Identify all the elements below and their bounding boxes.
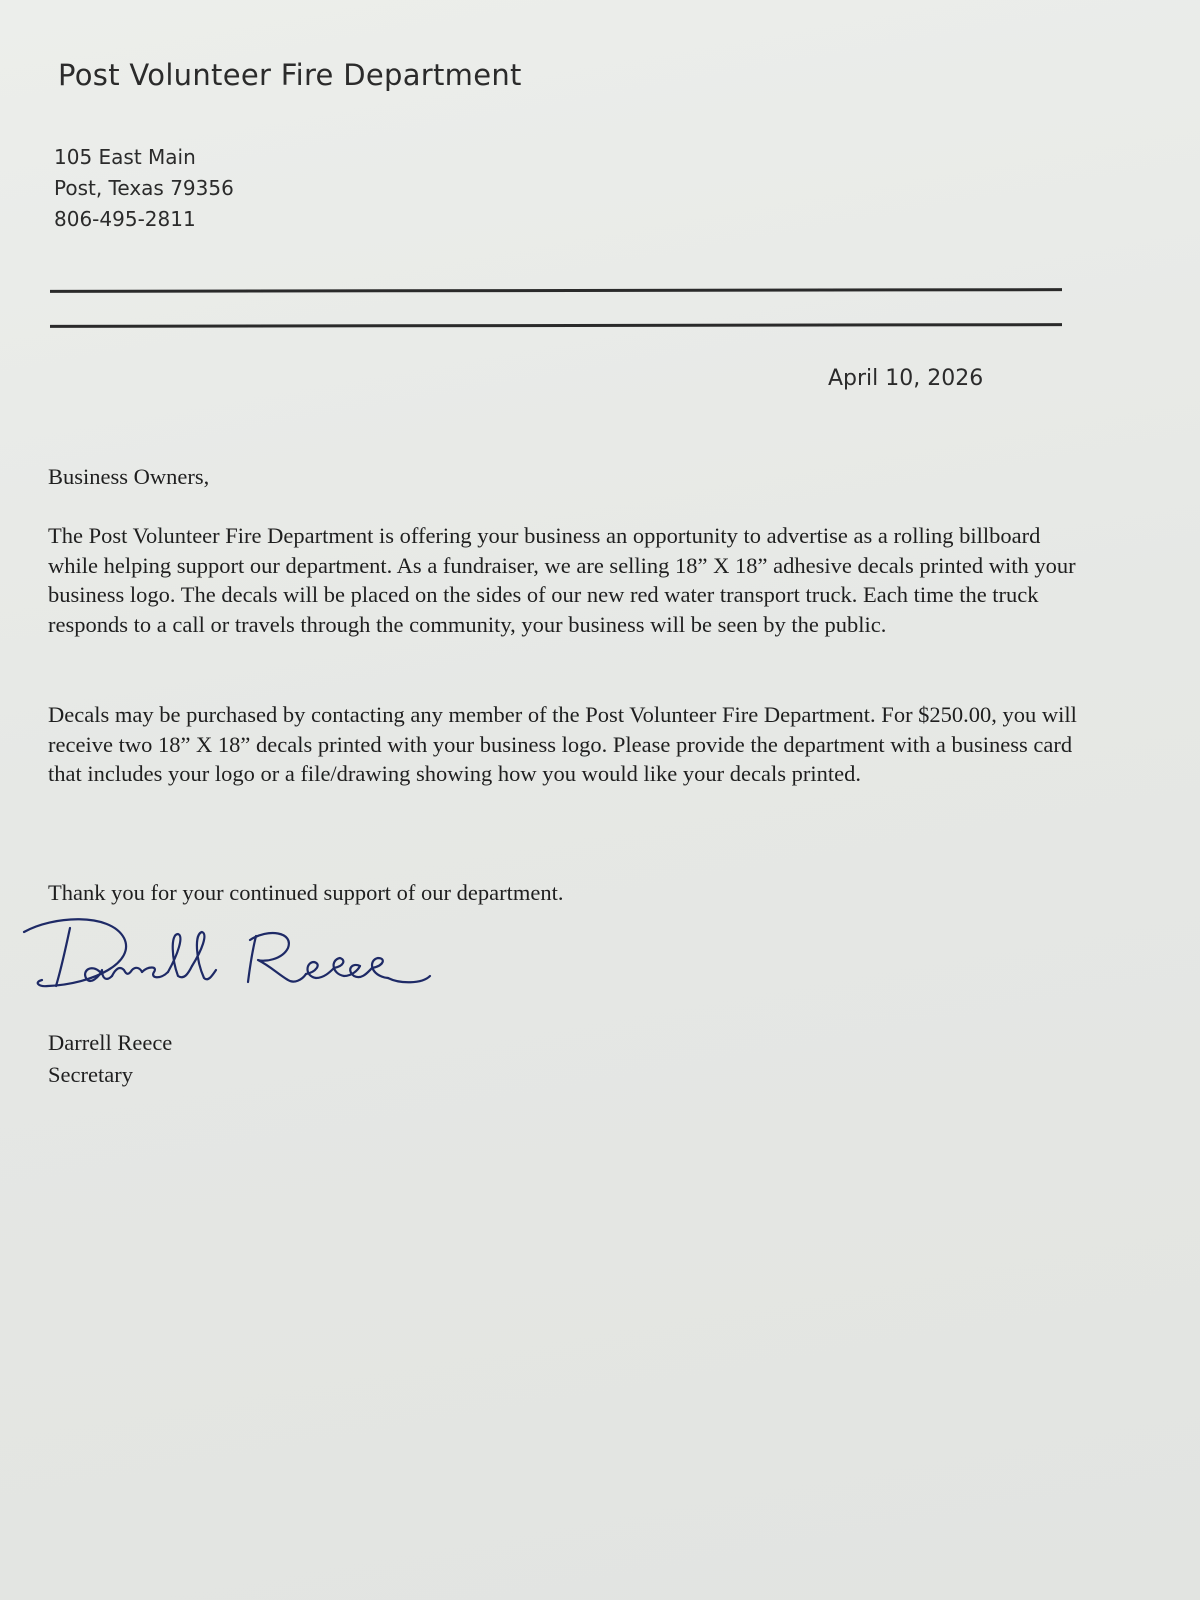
signer-title: Secretary (48, 1062, 133, 1087)
org-name: Post Volunteer Fire Department (58, 58, 522, 92)
paragraph-offer: The Post Volunteer Fire Department is offering your business an opportunity to advertise as a rolling billboard while helping support our department. As a fundraiser, we are selling 18” X 18” adhesive decals printed with your business logo. The decals will be placed on the sides of our new red water transport truck. Each time the truck responds to a call or travels through the community, your business will be seen by the public. (48, 523, 1076, 637)
salutation: Business Owners, (48, 464, 210, 489)
letter-date: April 10, 2026 (828, 366, 984, 391)
signer-name: Darrell Reece (48, 1030, 173, 1055)
address-city: Post, Texas 79356 (54, 176, 234, 200)
phone-number: 806-495-2811 (54, 207, 196, 231)
address-street: 105 East Main (54, 145, 196, 169)
handwritten-signature (12, 910, 442, 1010)
letterhead-rule-bottom (50, 323, 1062, 328)
closing-line: Thank you for your continued support of our department. (48, 880, 564, 905)
letterhead-rule-top (50, 288, 1062, 293)
paragraph-purchase: Decals may be purchased by contacting any member of the Post Volunteer Fire Department. For $250.00, you will receive two 18” X 18” decals printed with your business logo. Please provide the department with a business card that includes your logo or a file/drawing showing how you would like your decals printed. (48, 702, 1077, 786)
address-block (54, 142, 234, 235)
